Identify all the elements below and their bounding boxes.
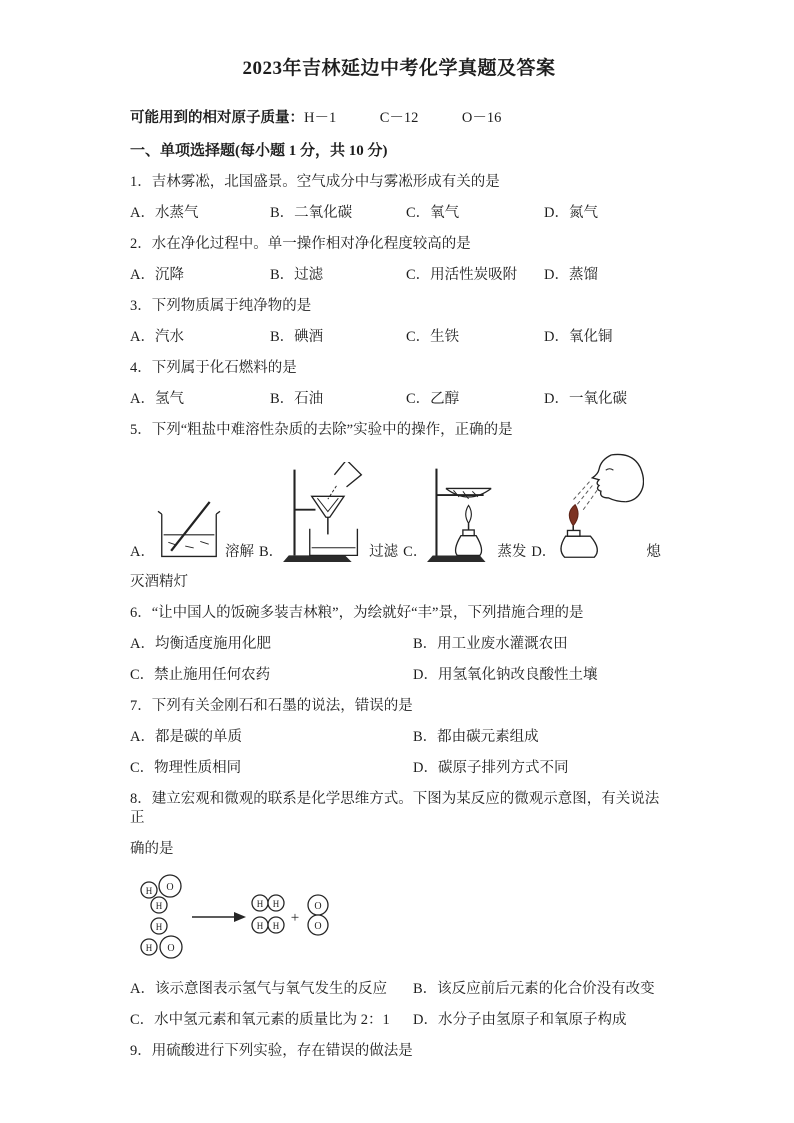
question-3-stem: 3．下列物质属于纯净物的是 <box>130 298 312 314</box>
option-c: C．乙醇 <box>406 391 460 407</box>
atomic-mass-label: 可能用到的相对原子质量： <box>130 110 304 126</box>
question-2-options <box>130 266 668 285</box>
option-c-caption: 蒸发 <box>497 544 527 560</box>
atom-label-o: O <box>314 921 322 932</box>
atom-label-h: H <box>155 901 163 911</box>
page-title: 2023年吉林延边中考化学真题及答案 <box>242 58 556 79</box>
plus-sign: + <box>290 910 300 926</box>
option-d: D．一氧化碳 <box>544 391 627 407</box>
question-5-figures <box>130 452 668 563</box>
option-c: C．禁止施用任何农药 <box>130 667 271 683</box>
option-b: B．石油 <box>270 391 324 407</box>
option-d-prefix: D． <box>531 544 557 560</box>
question-6-stem: 6．“让中国人的饭碗多装吉林粮”，为绘就好“丰”景，下列措施合理的是 <box>130 605 584 621</box>
option-a-prefix: A． <box>130 544 155 560</box>
evaporation-setup-figure <box>427 463 495 563</box>
question-5-stem: 5．下列“粗盐中难溶性杂质的去除”实验中的操作，正确的是 <box>130 422 513 438</box>
option-d-caption-wrapped: 灭酒精灯 <box>130 574 188 590</box>
question-5 <box>130 421 668 592</box>
question-3-options <box>130 328 668 347</box>
option-b: B．用工业废水灌溉农田 <box>413 636 568 652</box>
dissolve-beaker-figure <box>155 501 223 563</box>
question-4-stem: 4．下列属于化石燃料的是 <box>130 360 297 376</box>
option-c: C．水中氢元素和氧元素的质量比为 2：1 <box>130 1012 390 1028</box>
atom-label-h: H <box>145 886 153 896</box>
atom-label-h: H <box>256 921 264 931</box>
option-d: D．碳原子排列方式不同 <box>413 760 569 776</box>
question-8-stem-line2: 确的是 <box>130 841 174 857</box>
blow-out-lamp-figure <box>556 452 644 563</box>
question-8-options <box>130 980 668 1030</box>
question-1-options <box>130 204 668 223</box>
atom-label-h: H <box>272 899 280 909</box>
question-1 <box>130 173 668 223</box>
option-c: C．物理性质相同 <box>130 760 242 776</box>
option-c: C．用活性炭吸附 <box>406 267 518 283</box>
filtration-setup-figure <box>283 462 367 563</box>
atom-label-o: O <box>166 882 174 893</box>
question-6 <box>130 604 668 685</box>
atom-label-o: O <box>314 901 322 912</box>
question-7-stem: 7．下列有关金刚石和石墨的说法，错误的是 <box>130 698 413 714</box>
option-b: B．二氧化碳 <box>270 205 353 221</box>
option-d-caption: 熄 <box>646 544 661 560</box>
option-a: A．都是碳的单质 <box>130 729 242 745</box>
question-2-stem: 2．水在净化过程中。单一操作相对净化程度较高的是 <box>130 236 471 252</box>
option-a-caption: 溶解 <box>224 544 254 560</box>
question-8-diagram <box>130 871 668 968</box>
option-c: C．生铁 <box>406 329 460 345</box>
atomic-mass-values: H－1 C－12 O－16 <box>304 110 502 126</box>
section-heading: 一、单项选择题(每小题 1 分，共 10 分) <box>130 143 388 159</box>
question-6-options <box>130 635 668 685</box>
option-b-caption: 过滤 <box>369 544 399 560</box>
option-d: D．蒸馏 <box>544 267 598 283</box>
question-7 <box>130 697 668 778</box>
option-d: D．水分子由氢原子和氧原子构成 <box>413 1012 627 1028</box>
option-d: D．氧化铜 <box>544 329 613 345</box>
option-d: D．氮气 <box>544 205 598 221</box>
option-a: A．水蒸气 <box>130 205 199 221</box>
question-9-stem: 9．用硫酸进行下列实验，存在错误的做法是 <box>130 1043 413 1059</box>
option-b-prefix: B． <box>258 544 284 560</box>
option-d: D．用氢氧化钠改良酸性土壤 <box>413 667 598 683</box>
question-1-stem: 1．吉林雾凇，北国盛景。空气成分中与雾凇形成有关的是 <box>130 174 500 190</box>
option-a: A．该示意图表示氢气与氧气发生的反应 <box>130 981 387 997</box>
atom-label-h: H <box>272 921 280 931</box>
question-9 <box>130 1042 668 1061</box>
option-a: A．汽水 <box>130 329 184 345</box>
atom-label-h: H <box>155 922 163 932</box>
question-4 <box>130 359 668 409</box>
option-b: B．该反应前后元素的化合价没有改变 <box>413 981 655 997</box>
option-a: A．均衡适度施用化肥 <box>130 636 271 652</box>
question-2 <box>130 235 668 285</box>
question-7-options <box>130 728 668 778</box>
reaction-molecular-diagram <box>130 871 365 963</box>
question-3 <box>130 297 668 347</box>
atom-label-h: H <box>145 943 153 953</box>
option-b: B．过滤 <box>270 267 324 283</box>
atomic-mass-note <box>130 109 668 128</box>
question-4-options <box>130 390 668 409</box>
question-8-stem-line1: 8．建立宏观和微观的联系是化学思维方式。下图为某反应的微观示意图，有关说法正 <box>130 791 660 826</box>
question-8 <box>130 790 668 1030</box>
reaction-arrowhead <box>234 912 246 922</box>
atom-label-h: H <box>256 899 264 909</box>
option-a: A．氢气 <box>130 391 184 407</box>
option-b: B．碘酒 <box>270 329 324 345</box>
atom-label-o: O <box>167 943 175 954</box>
option-c: C．氧气 <box>406 205 460 221</box>
option-b: B．都由碳元素组成 <box>413 729 539 745</box>
option-a: A．沉降 <box>130 267 184 283</box>
option-c-prefix: C． <box>403 544 428 560</box>
